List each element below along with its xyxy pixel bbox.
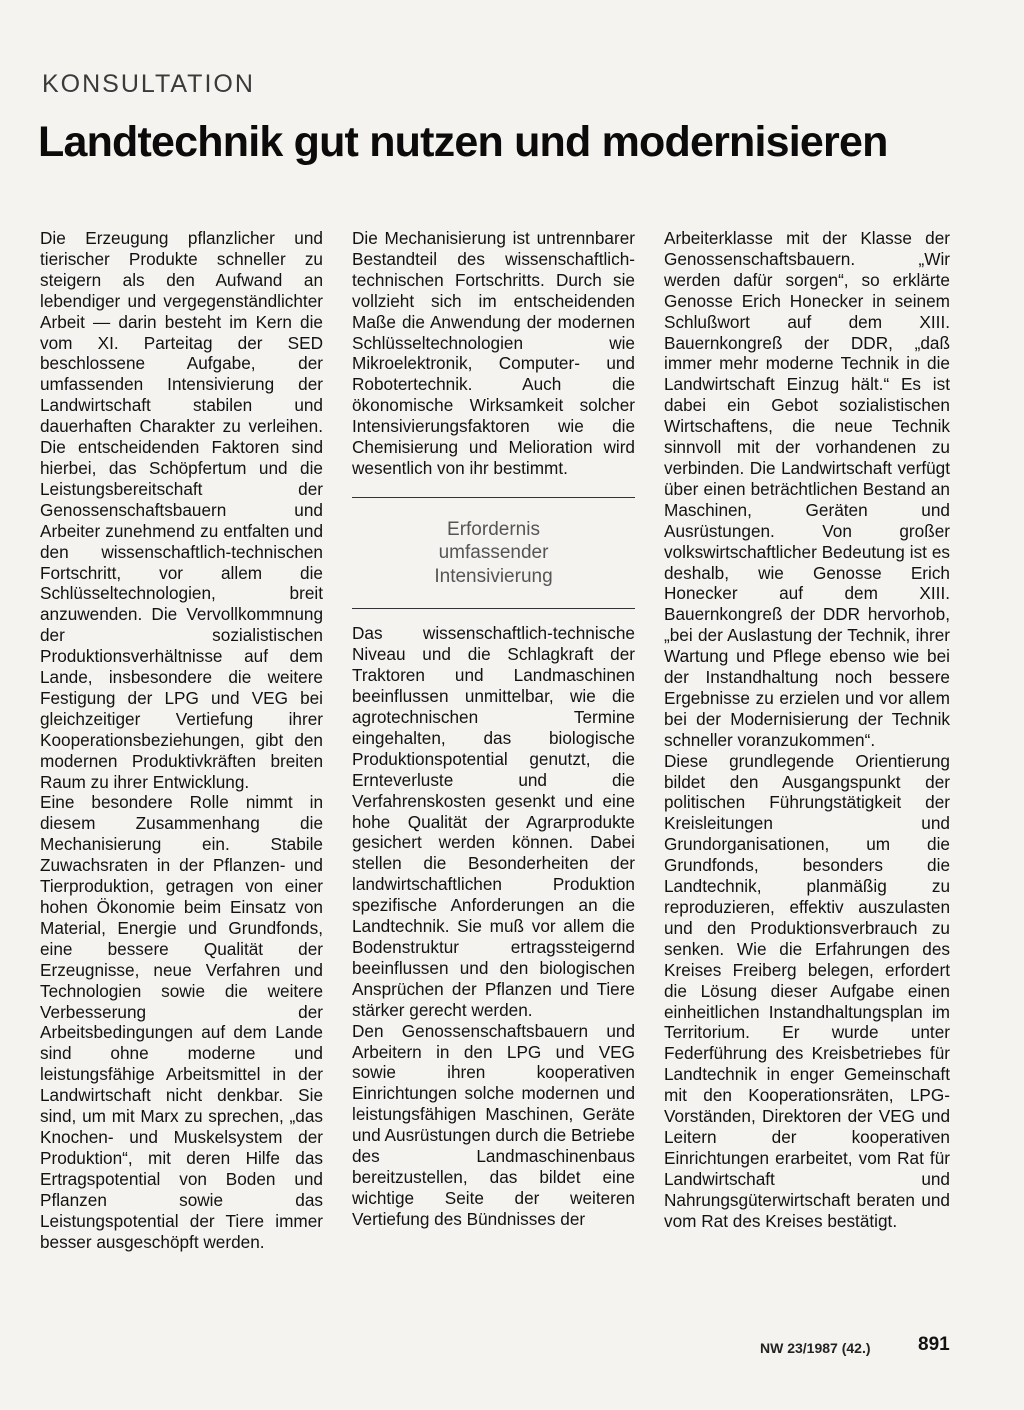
article-column-1 bbox=[40, 228, 323, 1252]
paragraph: Diese grundlegende Orientierung bildet den Ausgangspunkt der politischen Führungstätigkeit der Kreisleitungen und Grundorganisationen, um die Grundfonds, besonders die Landtechnik, planmäßig zu reproduzieren, effektiv auszulasten und den Produktionsverbrauch zu senken. Wie die Erfahrungen des Kreises Freiberg belegen, erfordert die Lösung dieser Aufgabe einen einheitlichen Instandhaltungsplan im Territorium. Er wurde unter Federführung des Kreisbetriebes für Landtechnik in enger Gemeinschaft mit den Kooperationsräten, LPG-Vorständen, Direktoren der VEG und Leitern der kooperativen Einrichtungen erarbeitet, vom Rat für Landwirtschaft und Nahrungsgüterwirtschaft beraten und vom Rat des Kreises bestätigt. bbox=[664, 750, 950, 1231]
section-kicker: KONSULTATION bbox=[42, 70, 255, 98]
article-column-2 bbox=[352, 228, 635, 1230]
issue-reference: NW 23/1987 (42.) bbox=[760, 1340, 871, 1356]
subhead-line: umfassender bbox=[438, 542, 549, 564]
section-subheading bbox=[352, 518, 635, 589]
subhead-line: Intensivierung bbox=[434, 565, 553, 587]
paragraph: Die Mechanisierung ist untrennbarer Bestandteil des wissenschaftlich-technischen Fortschritts. Durch sie vollzieht sich im entscheidenden Maße die Anwendung der modernen Schlüsseltechnologien wie Mikroelektronik, Computer- und Robotertechnik. Auch die ökonomische Wirksamkeit solcher Intensivierungsfaktoren wie die Chemisierung und Melioration wird wesentlich von ihr bestimmt. bbox=[352, 228, 635, 478]
subhead-rule-top bbox=[352, 497, 635, 498]
paragraph: Die Erzeugung pflanzlicher und tierischer Produkte schneller zu steigern als den Aufwand an lebendiger und vergegenständlichter Arbeit — darin besteht im Kern die vom XI. Parteitag der SED beschlossene Aufgabe, der umfassenden Intensivierung der Landwirtschaft stabilen und dauerhaften Charakter zu verleihen. Die entscheidenden Faktoren sind hierbei, das Schöpfertum und die Leistungsbereitschaft der Genossenschaftsbauern und Arbeiter zunehmend zu entfalten und den wissenschaftlich-technischen Fortschritt, vor allem die Schlüsseltechnologien, breit anzuwenden. Die Vervollkommnung der sozialistischen Produktionsverhältnisse auf dem Lande, insbesondere die weitere Festigung der LPG und VEG bei gleichzeitiger Vertiefung ihrer Kooperationsbeziehungen, gibt den modernen Produktivkräften breiten Raum zu ihrer Entwicklung. bbox=[40, 228, 323, 792]
page-number: 891 bbox=[918, 1334, 950, 1355]
subhead-rule-bottom bbox=[352, 608, 635, 609]
article-column-3 bbox=[664, 228, 950, 1232]
subhead-line: Erfordernis bbox=[447, 518, 540, 540]
paragraph: Eine besondere Rolle nimmt in diesem Zusammenhang die Mechanisierung ein. Stabile Zuwachsraten in der Pflanzen- und Tierproduktion, getragen von einer hohen Ökonomie beim Einsatz von Material, Energie und Grundfonds, eine bessere Qualität der Erzeugnisse, neue Verfahren und Technologien sowie die weitere Verbesserung der Arbeitsbedingungen auf dem Lande sind ohne moderne und leistungsfähige Arbeitsmittel in der Landwirtschaft nicht denkbar. Sie sind, um mit Marx zu sprechen, „das Knochen- und Muskelsystem der Produktion“, mit deren Hilfe das Ertragspotential von Boden und Pflanzen sowie das Leistungspotential der Tiere immer besser ausgeschöpft werden. bbox=[40, 792, 323, 1252]
paragraph: Den Genossenschaftsbauern und Arbeitern in den LPG und VEG sowie ihren kooperativen Einrichtungen solche modernen und leistungsfähigen Maschinen, Geräte und Ausrüstungen durch die Betriebe des Landmaschinenbaus bereitzustellen, das bildet eine wichtige Seite der weiteren Vertiefung des Bündnisses der bbox=[352, 1020, 635, 1229]
article-headline: Landtechnik gut nutzen und modernisieren bbox=[38, 118, 888, 166]
paragraph: Das wissenschaftlich-technische Niveau und die Schlagkraft der Traktoren und Landmaschinen beeinflussen unmittelbar, wie die agrotechnischen Termine eingehalten, das biologische Produktionspotential genutzt, die Ernteverluste und die Verfahrenskosten gesenkt und eine hohe Qualität der Agrarprodukte gesichert werden können. Dabei stellen die Besonderheiten der landwirtschaftlichen Produktion spezifische Anforderungen an die Landtechnik. Sie muß vor allem die Bodenstruktur ertragssteigernd beeinflussen und den biologischen Ansprüchen der Pflanzen und Tiere stärker gerecht werden. bbox=[352, 623, 635, 1020]
paragraph: Arbeiterklasse mit der Klasse der Genossenschaftsbauern. „Wir werden dafür sorgen“, so erklärte Genosse Erich Honecker in seinem Schlußwort auf dem XIII. Bauernkongreß der DDR, „daß immer mehr moderne Technik in die Landwirtschaft Einzug hält.“ Es ist dabei ein Gebot sozialistischen Wirtschaftens, die neue Technik sinnvoll mit der vorhandenen zu verbinden. Die Landwirtschaft verfügt über einen beträchtlichen Bestand an Maschinen, Geräten und Ausrüstungen. Von großer volkswirtschaftlicher Bedeutung ist es deshalb, wie Genosse Erich Honecker auf dem XIII. Bauernkongreß der DDR hervorhob, „bei der Auslastung der Technik, ihrer Wartung und Pflege ebenso wie bei der Instandhaltung noch bessere Ergebnisse zu erzielen und vor allem bei der Modernisierung der Technik schneller voranzukommen“. bbox=[664, 228, 950, 750]
